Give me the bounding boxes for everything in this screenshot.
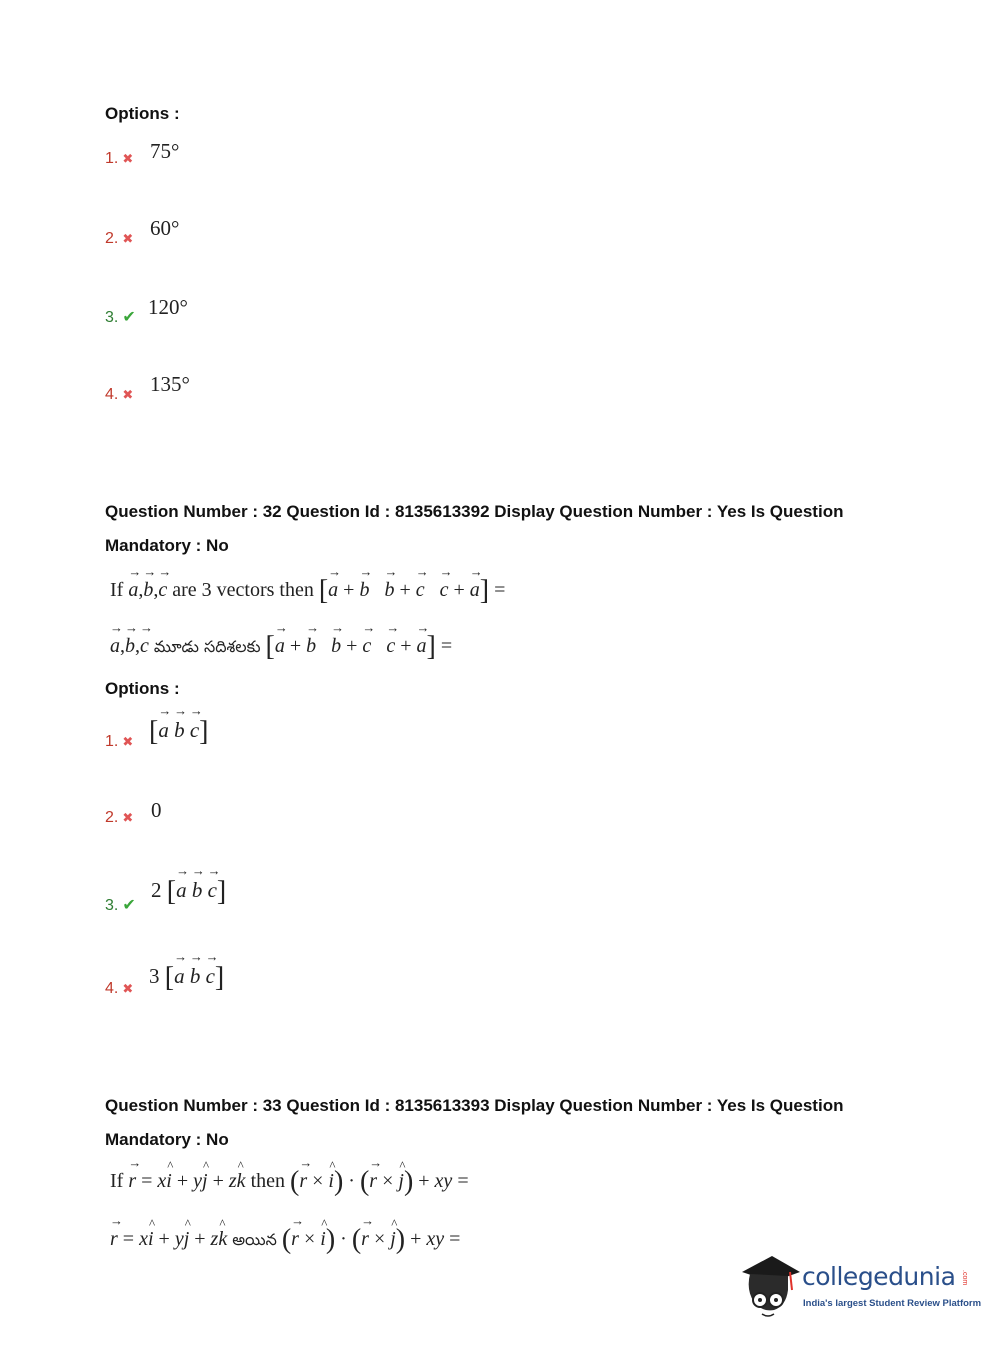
wrong-icon: ✖ <box>122 981 134 996</box>
q32-option-1-number: 1. ✖ <box>105 733 134 750</box>
mascot-icon <box>740 1250 802 1320</box>
question-32-meta-line1: Question Number : 32 Question Id : 8135613392 Display Question Number : Yes Is Question <box>105 502 844 521</box>
option-2-text: 60° <box>150 216 180 240</box>
collegedunia-logo <box>740 1250 982 1320</box>
option-1-number: 1. ✖ <box>105 150 134 167</box>
logo-tagline: India's largest Student Review Platform <box>803 1298 982 1309</box>
question-33-telugu: → r = x^ i + y^ j + z^ k అయిన (→ r × ^ i) · (→ r × ^ j) + xy = <box>110 1224 460 1256</box>
question-32-meta <box>105 495 905 563</box>
question-32-english: If → a,→ b,→ c are 3 vectors then [→ a + → b → b + → c → c + → a] = <box>110 575 505 607</box>
option-2-number: 2. ✖ <box>105 230 134 247</box>
option-4-number: 4. ✖ <box>105 386 134 403</box>
question-33-meta <box>105 1089 905 1157</box>
logo-name: collegedunia <box>802 1262 956 1291</box>
question-33-meta-line1: Question Number : 33 Question Id : 8135613393 Display Question Number : Yes Is Question <box>105 1096 844 1115</box>
wrong-icon: ✖ <box>122 810 134 825</box>
q32-option-4-text: 3 [→ a → b → c] <box>149 962 224 994</box>
check-icon: ✔ <box>122 309 136 326</box>
q32-option-1-text: [→ a → b → c] <box>149 716 208 748</box>
option-3-text: 120° <box>148 295 188 319</box>
question-32-options-label: Options : <box>105 679 180 698</box>
q32-option-3-number: 3. ✔ <box>105 897 136 914</box>
option-4-text: 135° <box>150 372 190 396</box>
q32-option-2-text: 0 <box>151 798 162 822</box>
q32-option-4-number: 4. ✖ <box>105 980 134 997</box>
question-32-telugu: → a,→ b,→ c మూడు సదిశలకు [→ a + → b → b + → c → c + → a] = <box>110 631 452 663</box>
q32-option-3-text: 2 [→ a → b → c] <box>151 876 226 908</box>
question-32-meta-line2: Mandatory : No <box>105 536 229 555</box>
wrong-icon: ✖ <box>122 387 134 402</box>
options-label: Options : <box>105 104 180 123</box>
option-3-number: 3. ✔ <box>105 309 136 326</box>
wrong-icon: ✖ <box>122 734 134 749</box>
question-33-english: If → r = x^ i + y^ j + z^ k then (→ r × ^ i) · (→ r × ^ j) + xy = <box>110 1166 469 1198</box>
option-1-text: 75° <box>150 139 180 163</box>
q32-option-2-number: 2. ✖ <box>105 809 134 826</box>
question-33-meta-line2: Mandatory : No <box>105 1130 229 1149</box>
wrong-icon: ✖ <box>122 151 134 166</box>
wrong-icon: ✖ <box>122 231 134 246</box>
check-icon: ✔ <box>122 897 136 914</box>
logo-com: .com <box>961 1270 968 1286</box>
